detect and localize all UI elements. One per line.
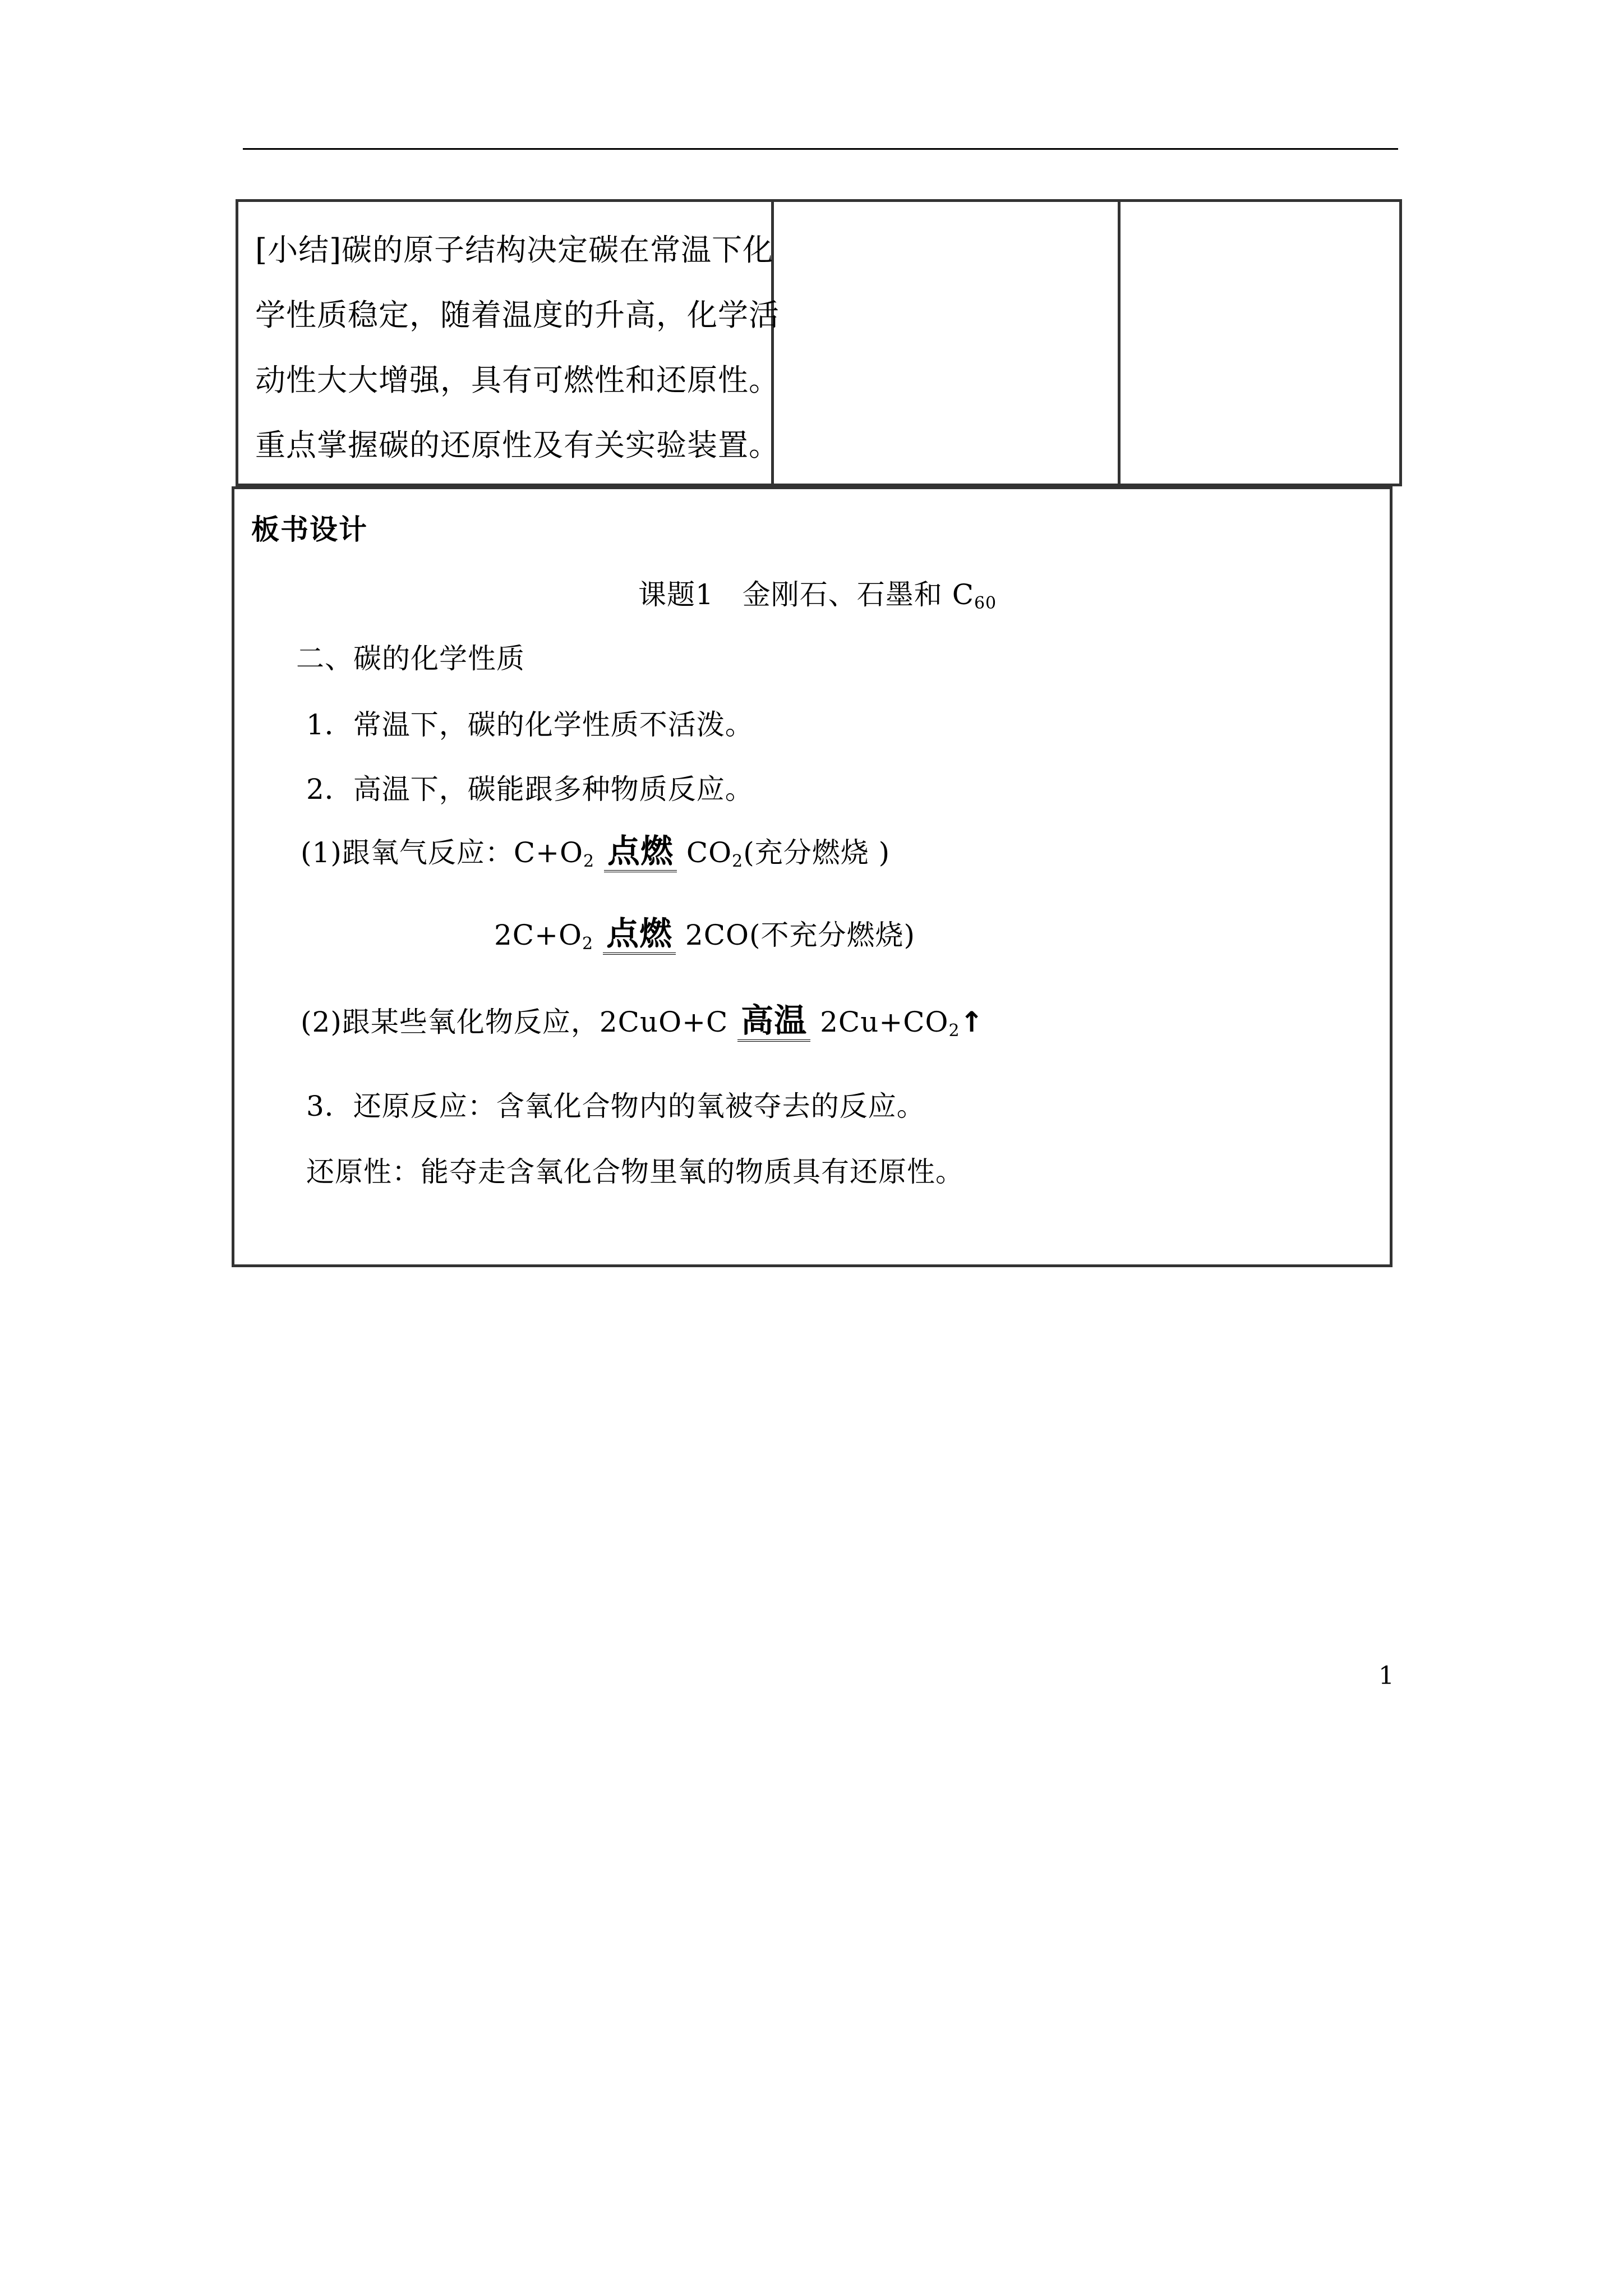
reaction-2-reactants: 2C+O [494, 919, 582, 951]
page-number: 1 [1378, 1662, 1394, 1690]
point-1: 1．常温下，碳的化学性质不活泼。 [306, 708, 754, 741]
ignition-condition: 点燃 [603, 917, 676, 955]
column-divider-2 [1118, 202, 1121, 484]
summary-table [236, 199, 1402, 486]
reduction-definition: 还原性：能夺走含氧化合物里氧的物质具有还原性。 [306, 1156, 964, 1188]
point-2: 2．高温下，碳能跟多种物质反应。 [306, 773, 754, 806]
lesson-title-text: 课题1 金刚石、石墨和 C [638, 578, 974, 611]
gas-arrow-icon: ↑ [960, 1006, 984, 1038]
header-rule [243, 148, 1398, 150]
ignition-condition: 点燃 [604, 834, 677, 872]
reaction-1-note: (充分燃烧 ) [743, 836, 891, 869]
reaction-1 [301, 830, 890, 872]
reaction-3 [301, 1000, 984, 1042]
point-3: 3．还原反应：含氧化合物内的氧被夺去的反应。 [306, 1090, 925, 1122]
reaction-2 [494, 913, 915, 955]
lesson-title-subscript: 60 [974, 593, 997, 613]
high-temperature-condition: 高温 [737, 1004, 810, 1042]
board-title: 板书设计 [251, 513, 368, 546]
section-heading: 二、碳的化学性质 [296, 642, 525, 675]
reaction-3-product: 2Cu+CO [820, 1006, 949, 1038]
reaction-2-reactant-subscript: 2 [582, 934, 594, 954]
summary-line: [小结]碳的原子结构决定碳在常温下化 [255, 232, 774, 268]
summary-line: 动性大大增强，具有可燃性和还原性。 [255, 362, 780, 398]
reaction-1-reactant-subscript: 2 [583, 852, 595, 871]
reaction-1-product: CO [686, 836, 732, 869]
summary-line: 重点掌握碳的还原性及有关实验装置。 [255, 427, 780, 463]
summary-cell [255, 218, 780, 478]
reaction-3-product-subscript: 2 [948, 1021, 960, 1041]
reaction-2-product: 2CO(不充分燃烧) [685, 919, 915, 951]
reaction-1-reactants: (1)跟氧气反应：C+O [301, 836, 583, 869]
reaction-1-product-subscript: 2 [732, 852, 744, 871]
lesson-title [638, 572, 997, 613]
board-design-box [232, 486, 1393, 1267]
reaction-3-reactants: (2)跟某些氧化物反应，2CuO+C [301, 1006, 728, 1038]
summary-line: 学性质稳定，随着温度的升高，化学活 [255, 297, 780, 333]
